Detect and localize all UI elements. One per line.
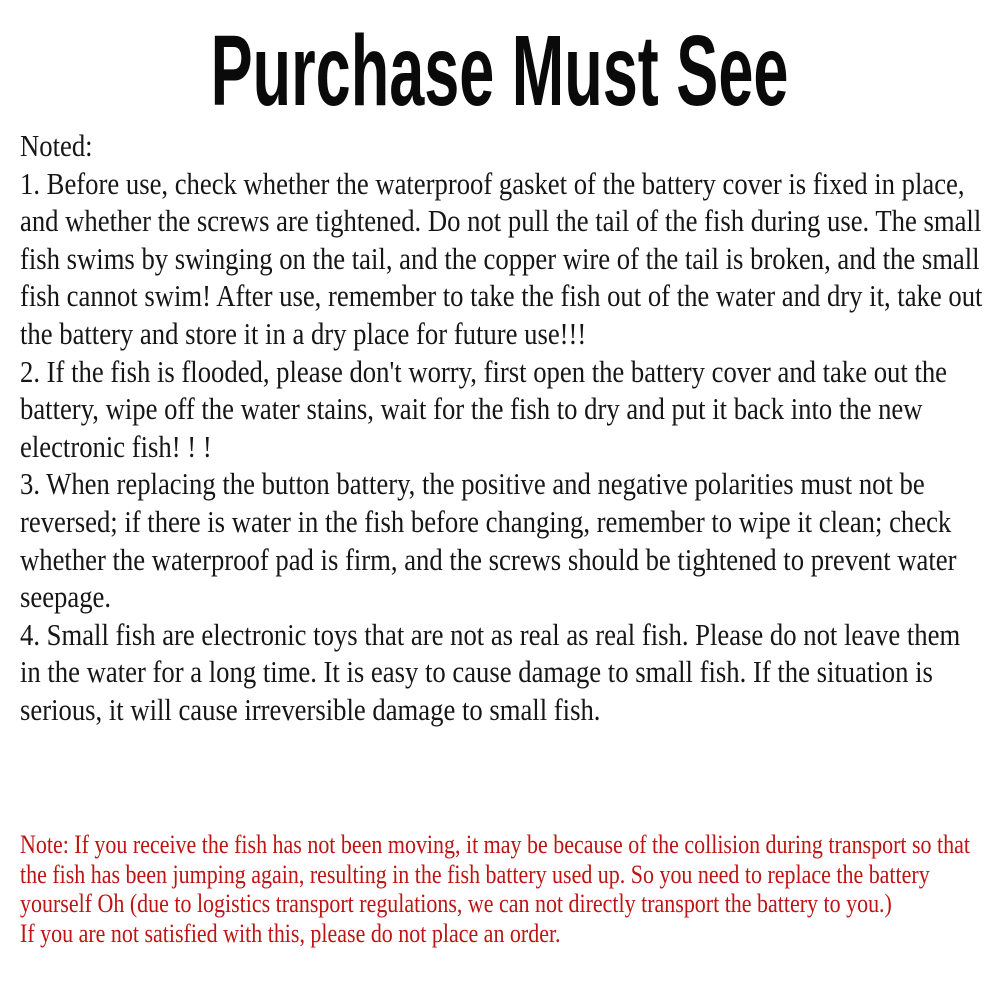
title-container [0, 15, 1000, 127]
noted-label: Noted: [20, 128, 93, 163]
notes-section [20, 127, 988, 729]
page-title: Purchase Must See [211, 15, 789, 127]
note-paragraph-1: 1. Before use, check whether the waterproof gasket of the battery cover is fixed in place, and whether the screws are tightened. Do not pull the tail of the fish during use. The small fish swims by swinging on the tail, and the copper wire of the tail is broken, and the small fish cannot swim! After use, remember to take the fish out of the water and dry it, take out the battery and store it in a dry place for future use!!! [20, 165, 983, 351]
warning-section [20, 830, 992, 948]
warning-final-line: If you are not satisfied with this, please do not place an order. [20, 918, 561, 948]
note-paragraph-3: 3. When replacing the button battery, the positive and negative polarities must not be reversed; if there is water in the fish before changing, remember to wipe it clean; check whether the waterproof pad is firm, and the screws should be tightened to prevent water seepage. [20, 466, 957, 615]
warning-note: Note: If you receive the fish has not been moving, it may be because of the collision during transport so that the fish has been jumping again, resulting in the fish battery used up. So you need to replace the battery yourself Oh (due to logistics transport regulations, we can not directly transport the battery to you.) [20, 830, 970, 919]
note-paragraph-2: 2. If the fish is flooded, please don't worry, first open the battery cover and take out the battery, wipe off the water stains, wait for the fish to dry and put it back into the new electronic fish! ! ! [20, 353, 948, 464]
note-paragraph-4: 4. Small fish are electronic toys that are not as real as real fish. Please do not leave them in the water for a long time. It is easy to cause damage to small fish. If the situation is serious, it will cause irreversible damage to small fish. [20, 616, 961, 727]
